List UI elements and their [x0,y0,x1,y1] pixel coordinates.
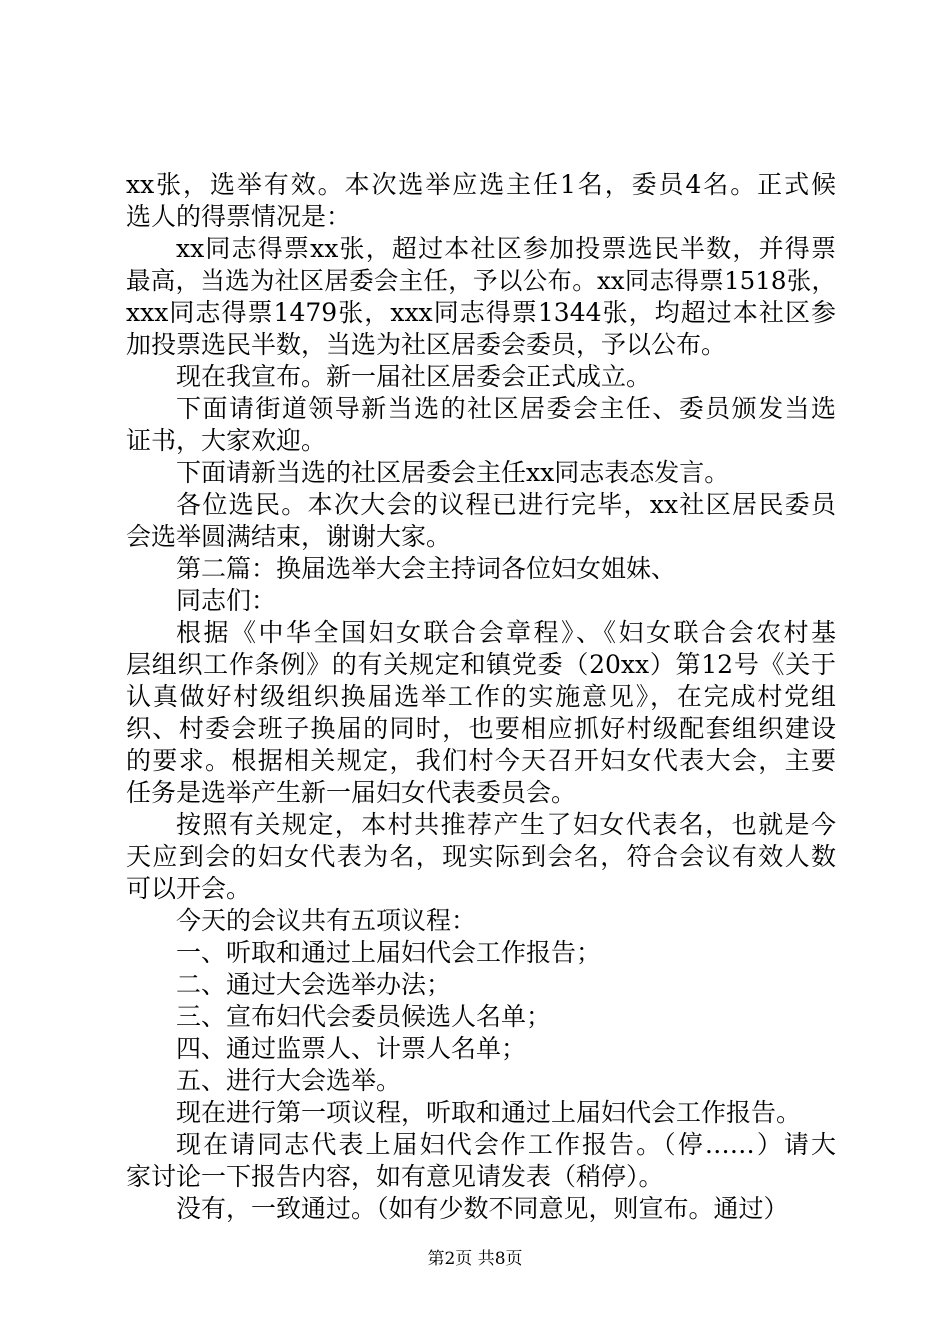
text-line: 今天的会议共有五项议程： [176,906,477,935]
text-line: 层组织工作条例》的有关规定和镇党委（20xx）第12号《关于 [126,650,836,679]
text-line: 一、听取和通过上届妇代会工作报告； [176,938,602,967]
page-footer [0,1244,950,1269]
text-line: 天应到会的妇女代表为名，现实际到会名，符合会议有效人数 [126,842,836,871]
text-line: 三、宣布妇代会委员候选人名单； [176,1002,552,1031]
document-body [126,169,836,1225]
text-line: xx张，选举有效。本次选举应选主任1名，委员4名。正式候 [126,170,836,199]
text-line: 现在我宣布。新一届社区居委会正式成立。 [176,362,652,391]
text-line: 下面请新当选的社区居委会主任xx同志表态发言。 [176,458,730,487]
text-line: 织、村委会班子换届的同时，也要相应抓好村级配套组织建设 [126,714,836,743]
text-line: 证书，大家欢迎。 [126,426,327,455]
text-line: 任务是选举产生新一届妇女代表委员会。 [126,778,577,807]
text-line: 二、通过大会选举办法； [176,970,452,999]
text-line: 没有，一致通过。（如有少数不同意见，则宣布。通过） [176,1194,789,1223]
text-line: 最高，当选为社区居委会主任，予以公布。xx同志得票1518张， [126,266,836,295]
text-line: 五、进行大会选举。 [176,1066,402,1095]
text-line: 选人的得票情况是： [126,202,352,231]
text-line: xx同志得票xx张，超过本社区参加投票选民半数，并得票 [176,234,836,263]
text-line: 的要求。根据相关规定，我们村今天召开妇女代表大会，主要 [126,746,836,775]
text-line: 各位选民。本次大会的议程已进行完毕，xx社区居民委员 [176,490,836,519]
text-line: 加投票选民半数，当选为社区居委会委员，予以公布。 [126,330,727,359]
text-line: 下面请街道领导新当选的社区居委会主任、委员颁发当选 [176,394,836,423]
text-line: 家讨论一下报告内容，如有意见请发表（稍停）。 [126,1162,664,1191]
text-line: 四、通过监票人、计票人名单； [176,1034,527,1063]
text-line: 根据《中华全国妇女联合会章程》、《妇女联合会农村基 [176,618,836,647]
text-line: 现在进行第一项议程，听取和通过上届妇代会工作报告。 [176,1098,802,1127]
text-line: 可以开会。 [126,874,252,903]
page-number-label: 第2页 共8页 [427,1249,523,1269]
text-line: 认真做好村级组织换届选举工作的实施意见》，在完成村党组 [126,682,836,711]
text-line: 同志们： [176,586,277,615]
text-line: 第二篇：换届选举大会主持词各位妇女姐妹、 [176,554,677,583]
text-line: 会选举圆满结束，谢谢大家。 [126,522,452,551]
text-line: 按照有关规定，本村共推荐产生了妇女代表名，也就是今 [176,810,836,839]
text-line: xxx同志得票1479张，xxx同志得票1344张，均超过本社区参 [126,298,836,327]
text-line: 现在请同志代表上届妇代会作工作报告。（停……）请大 [176,1130,836,1159]
